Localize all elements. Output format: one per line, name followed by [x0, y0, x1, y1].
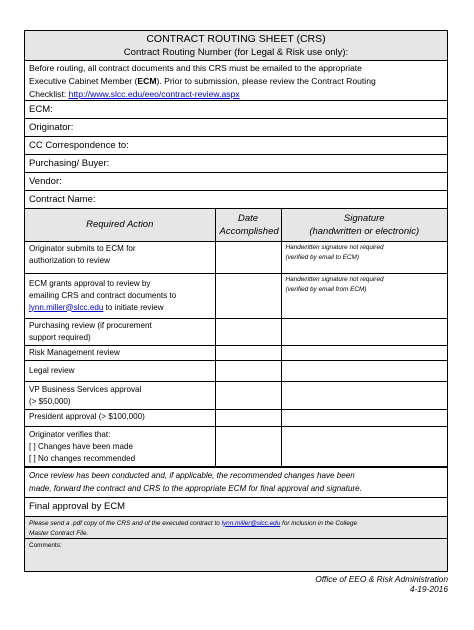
date-cell[interactable] — [215, 273, 281, 318]
comments-box[interactable] — [25, 539, 447, 571]
action-cell: Legal review — [25, 360, 215, 381]
action-cell — [25, 318, 215, 345]
date-accomplished-header — [215, 209, 281, 241]
instructions-line-3 — [29, 88, 443, 101]
page-footer — [315, 574, 448, 594]
signature-header-line-2: (handwritten or electronic) — [309, 225, 420, 237]
checkbox-changes-made[interactable]: [ ] Changes have been made — [29, 441, 133, 451]
signature-cell[interactable] — [281, 381, 447, 409]
date-cell[interactable] — [215, 345, 281, 360]
date-cell[interactable] — [215, 318, 281, 345]
office-name: Office of EEO & Risk Administration — [315, 574, 448, 584]
signature-cell[interactable] — [281, 273, 447, 318]
pdf-note-line-2: Master Contract File. — [29, 529, 89, 537]
signature-note: Handwritten signature not required — [285, 275, 384, 283]
action-cell — [25, 381, 215, 409]
review-email-link[interactable]: lynn.miller@slcc.edu — [29, 302, 104, 312]
forwarding-note — [25, 468, 447, 498]
signature-cell[interactable] — [281, 318, 447, 345]
action-cell — [25, 241, 215, 273]
routing-instructions — [25, 61, 447, 101]
table-row — [25, 345, 447, 360]
pdf-submission-note — [25, 517, 447, 539]
checklist-label: Checklist: — [29, 89, 69, 99]
signature-header-line-1: Signature — [343, 212, 385, 224]
action-line — [29, 302, 211, 314]
date-header-line-2: Accomplished — [219, 225, 279, 237]
signature-cell[interactable] — [281, 360, 447, 381]
action-cell — [25, 426, 215, 466]
signature-note: (verified by email to ECM) — [285, 253, 360, 261]
routing-table-container — [25, 209, 447, 468]
contract-routing-sheet — [24, 30, 448, 572]
action-line: Originator verifies that: — [29, 429, 111, 439]
contract-file-email-link[interactable]: lynn.miller@slcc.edu — [221, 519, 281, 527]
instructions-line-2-start: Executive Cabinet Member ( — [29, 76, 138, 86]
signature-cell[interactable] — [281, 409, 447, 426]
action-cell: Risk Management review — [25, 345, 215, 360]
signature-cell[interactable] — [281, 426, 447, 466]
action-line: (> $50,000) — [29, 396, 71, 406]
table-row — [25, 318, 447, 345]
date-cell[interactable] — [215, 381, 281, 409]
sheet-header — [25, 31, 447, 61]
cc-correspondence-field[interactable]: CC Correspondence to: — [25, 137, 447, 155]
action-line: support required) — [29, 332, 91, 342]
table-row — [25, 241, 447, 273]
forwarding-note-line-1: Once review has been conducted and, if applicable, the recommended changes have been — [29, 470, 355, 480]
signature-note: Handwritten signature not required — [285, 243, 384, 251]
action-line: authorization to review — [29, 255, 110, 265]
table-header — [25, 209, 447, 241]
table-row — [25, 426, 447, 466]
date-cell[interactable] — [215, 409, 281, 426]
forwarding-note-line-2: made, forward the contract and CRS to the appropriate ECM for final approval and signature. — [29, 483, 362, 493]
date-cell[interactable] — [215, 426, 281, 466]
pdf-note-start: Please send a .pdf copy of the CRS and of the executed contract to — [29, 519, 222, 527]
action-line-end: to initiate review — [103, 302, 164, 312]
sheet-title: CONTRACT ROUTING SHEET (CRS) — [146, 33, 326, 45]
table-row — [25, 409, 447, 426]
routing-table — [25, 209, 447, 467]
table-row — [25, 273, 447, 318]
contract-name-field[interactable]: Contract Name: — [25, 191, 447, 209]
action-line: emailing CRS and contract documents to — [29, 290, 177, 300]
originator-field[interactable]: Originator: — [25, 119, 447, 137]
signature-header — [281, 209, 447, 241]
comments-label: Comments: — [29, 541, 62, 549]
checklist-link[interactable]: http://www.slcc.edu/eeo/contract-review.aspx — [68, 89, 240, 99]
instructions-line-1: Before routing, all contract documents and this CRS must be emailed to the appropriate — [29, 63, 362, 73]
pdf-note-line-1 — [29, 519, 443, 529]
pdf-note-end: for inclusion in the College — [280, 519, 357, 527]
date-header-line-1: Date — [237, 212, 259, 224]
ecm-field[interactable]: ECM: — [25, 101, 447, 119]
action-line: Purchasing review (if procurement — [29, 320, 152, 330]
instructions-line-2 — [29, 75, 443, 88]
table-row — [25, 360, 447, 381]
table-row — [25, 381, 447, 409]
checkbox-no-changes[interactable]: [ ] No changes recommended — [29, 453, 136, 463]
action-cell: President approval (> $100,000) — [25, 409, 215, 426]
routing-number-label: Contract Routing Number (for Legal & Risk use only): — [123, 47, 349, 58]
final-approval-field[interactable]: Final approval by ECM — [25, 498, 447, 517]
vendor-field[interactable]: Vendor: — [25, 173, 447, 191]
action-line: Originator submits to ECM for — [29, 243, 136, 253]
ecm-abbreviation: ECM — [137, 76, 157, 86]
instructions-line-2-end: ). Prior to submission, please review the Contract Routing — [156, 76, 376, 86]
signature-note: (verified by email from ECM) — [285, 285, 367, 293]
signature-cell[interactable] — [281, 241, 447, 273]
required-action-header: Required Action — [25, 209, 215, 241]
signature-cell[interactable] — [281, 345, 447, 360]
action-line: VP Business Services approval — [29, 384, 142, 394]
revision-date: 4-19-2016 — [409, 584, 448, 594]
date-cell[interactable] — [215, 241, 281, 273]
action-line: ECM grants approval to review by — [29, 278, 151, 288]
purchasing-buyer-field[interactable]: Purchasing/ Buyer: — [25, 155, 447, 173]
action-cell — [25, 273, 215, 318]
date-cell[interactable] — [215, 360, 281, 381]
